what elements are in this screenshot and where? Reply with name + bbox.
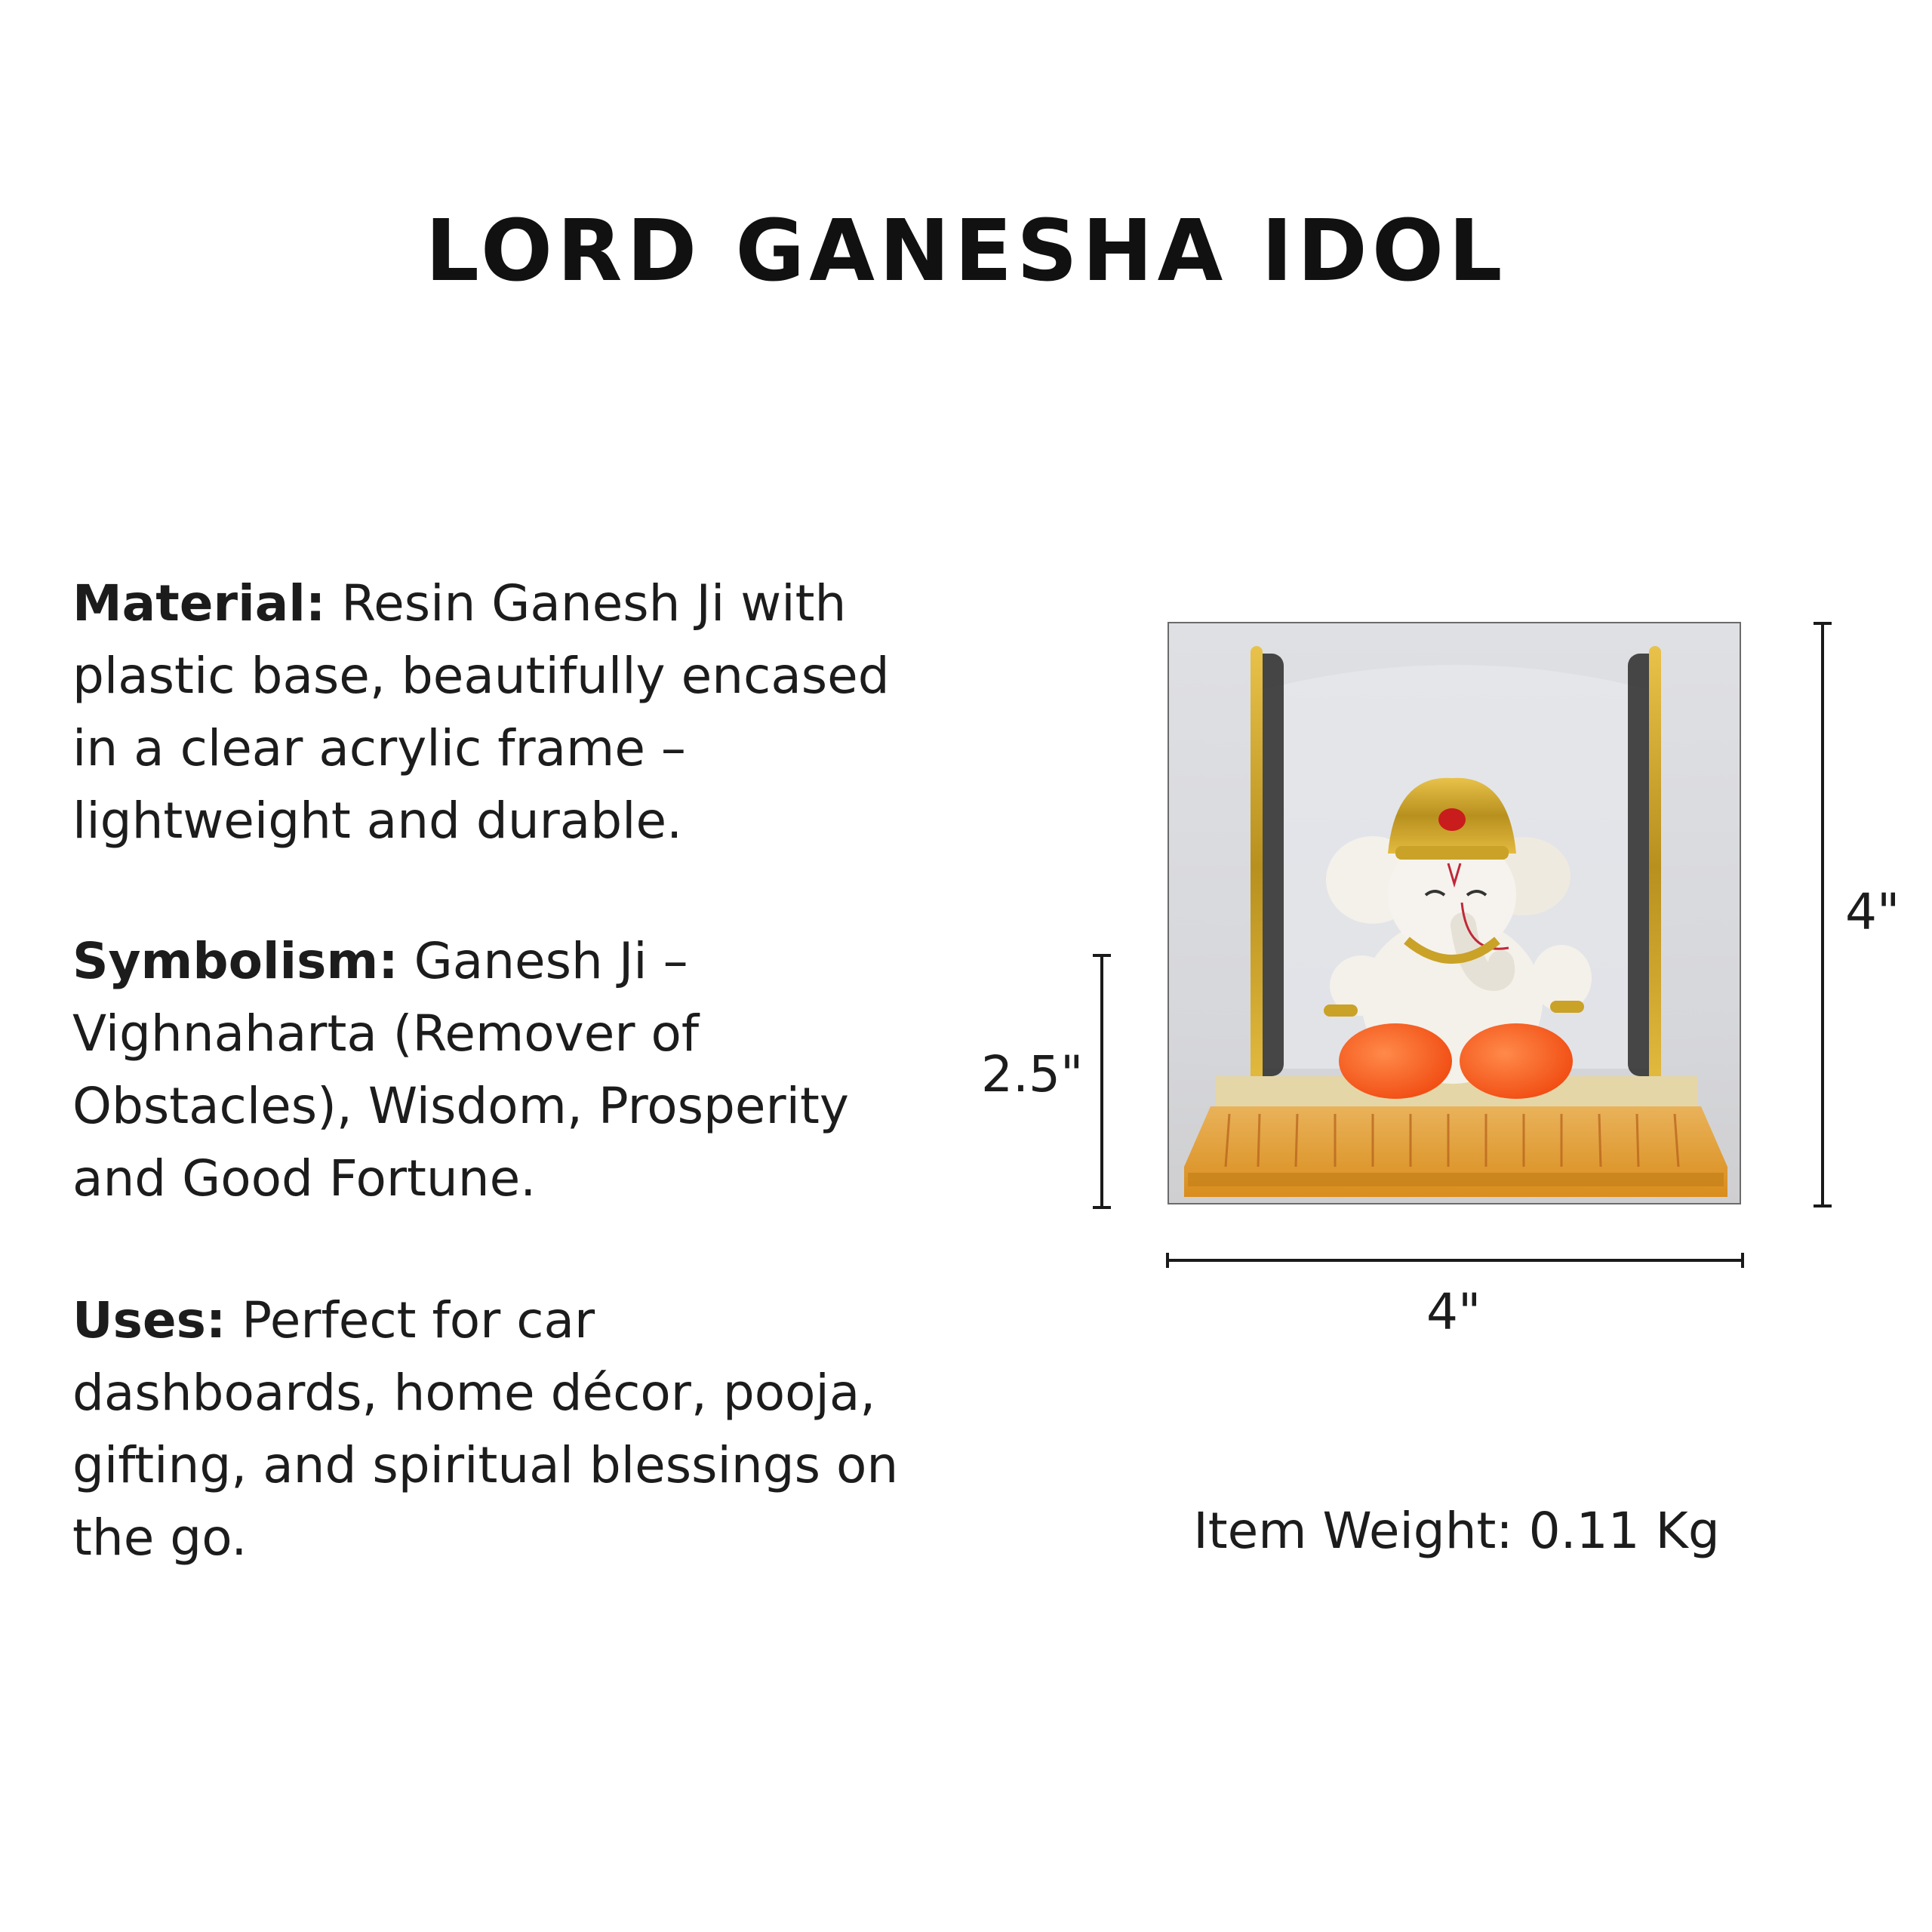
right-bracelet (1550, 1001, 1584, 1013)
crown-band (1395, 846, 1509, 860)
right-gold-edge (1649, 646, 1661, 1088)
symbolism-label: Symbolism: (72, 932, 398, 990)
material-description (72, 568, 903, 857)
height-dimension-line (1807, 622, 1838, 1208)
base-height-dimension-line (1087, 954, 1117, 1209)
height-base-label: 2.5" (981, 1045, 1084, 1103)
width-dimension-line (1166, 1249, 1744, 1272)
width-label: 4" (1426, 1283, 1481, 1341)
uses-text: Perfect for car dashboards, home décor, pooja, gifting, and spiritual blessings on the go. (72, 1291, 899, 1567)
left-leg (1339, 1023, 1452, 1099)
base-bead-row (1188, 1173, 1724, 1186)
material-label: Material: (72, 574, 326, 632)
uses-label: Uses: (72, 1291, 226, 1349)
ganesha-idol-illustration (1169, 623, 1741, 1204)
left-gold-edge (1251, 646, 1263, 1088)
product-photo (1168, 622, 1741, 1204)
symbolism-description (72, 925, 903, 1215)
uses-description (72, 1284, 903, 1574)
crown-jewel (1438, 808, 1466, 831)
page-title: LORD GANESHA IDOL (425, 202, 1507, 300)
item-weight: Item Weight: 0.11 Kg (1193, 1502, 1720, 1560)
right-leg (1460, 1023, 1573, 1099)
material-text: Resin Ganesh Ji with plastic base, beautifully encased in a clear acrylic frame – lightweight and durable. (72, 574, 890, 850)
height-total-label: 4" (1845, 883, 1900, 941)
symbolism-text: Ganesh Ji – Vighnaharta (Remover of Obstacles), Wisdom, Prosperity and Good Fortune. (72, 932, 849, 1208)
left-bracelet (1324, 1004, 1358, 1017)
